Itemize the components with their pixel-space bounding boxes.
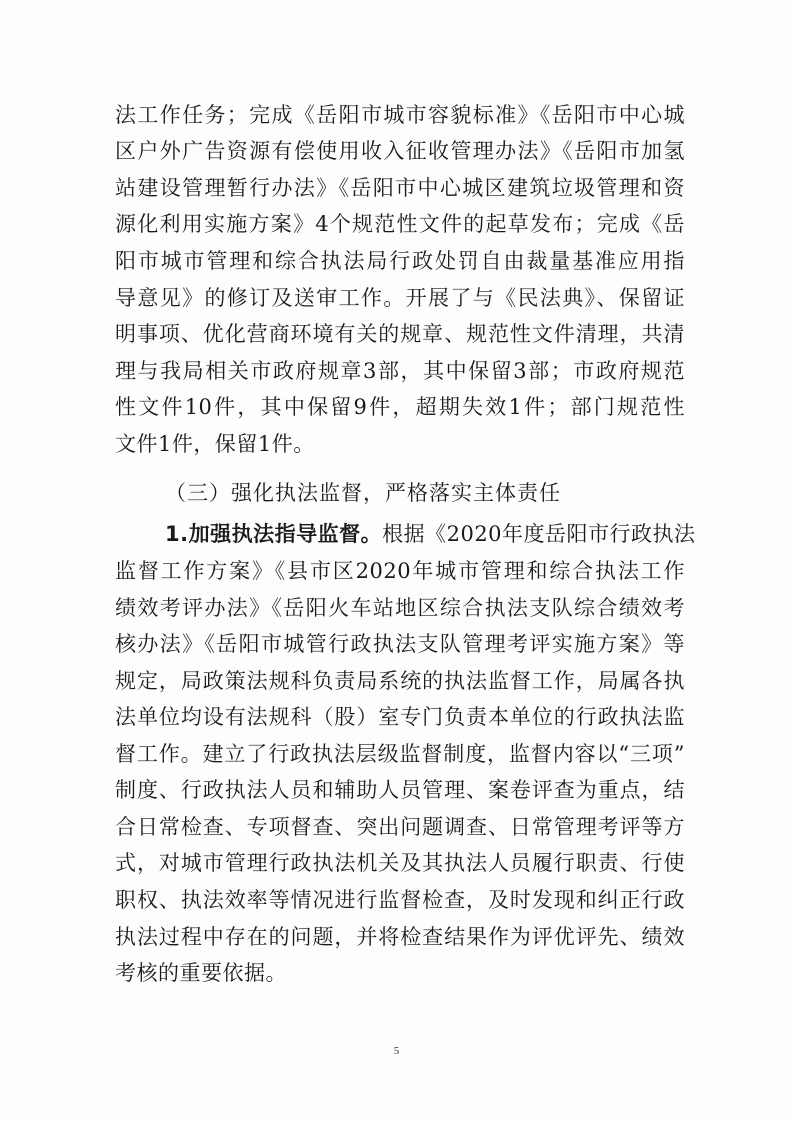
text-line: 督工作。建立了行政执法层级监督制度，监督内容以“三项” <box>115 742 685 766</box>
text-line: 理与我局相关市政府规章3部，其中保留3部；市政府规范 <box>115 359 685 383</box>
text-line: 考核的重要依据。 <box>115 961 287 985</box>
text-line: 阳市城市管理和综合执法局行政处罚自由裁量基准应用指 <box>115 249 685 273</box>
text-line-first <box>165 516 696 552</box>
text-line: 核办法》《岳阳市城管行政执法支队管理考评实施方案》等 <box>115 632 685 656</box>
text-line: 合日常检查、专项督查、突出问题调查、日常管理考评等方 <box>115 815 685 839</box>
paragraph-lead: 1.加强执法指导监督。 <box>165 522 383 546</box>
page-number: 5 <box>393 1045 400 1057</box>
text-line: 职权、执法效率等情况进行监督检查，及时发现和纠正行政 <box>115 888 685 912</box>
paragraph-first-line-rest: 根据《2020年度岳阳市行政执法 <box>382 522 696 546</box>
text-line: 制度、行政执法人员和辅助人员管理、案卷评查为重点，结 <box>115 778 685 802</box>
text-line: 执法过程中存在的问题，并将检查结果作为评优评先、绩效 <box>115 925 685 949</box>
text-line: 性文件10件，其中保留9件，超期失效1件；部门规范性 <box>115 395 685 419</box>
text-line: 文件1件，保留1件。 <box>115 432 315 456</box>
text-line: 站建设管理暂行办法》《岳阳市中心城区建筑垃圾管理和资 <box>115 176 685 200</box>
text-line: 式，对城市管理行政执法机关及其执法人员履行职责、行使 <box>115 851 685 875</box>
text-line: 法工作任务；完成《岳阳市城市容貌标准》《岳阳市中心城 <box>115 103 685 127</box>
text-line: 明事项、优化营商环境有关的规章、规范性文件清理，共清 <box>115 322 685 346</box>
text-line: 监督工作方案》《县市区2020年城市管理和综合执法工作 <box>115 559 685 583</box>
text-line: 法单位均设有法规科（股）室专门负责本单位的行政执法监 <box>115 705 685 729</box>
text-line: 绩效考评办法》《岳阳火车站地区综合执法支队综合绩效考 <box>115 596 685 620</box>
section-heading: （三）强化执法监督，严格落实主体责任 <box>165 481 561 505</box>
text-line: 导意见》的修订及送审工作。开展了与《民法典》、保留证 <box>115 286 685 310</box>
text-line: 规定，局政策法规科负责局系统的执法监督工作，局属各执 <box>115 669 685 693</box>
text-line: 区户外广告资源有偿使用收入征收管理办法》《岳阳市加氢 <box>115 139 685 163</box>
text-line: 源化利用实施方案》4个规范性文件的起草发布；完成《岳 <box>115 212 685 236</box>
